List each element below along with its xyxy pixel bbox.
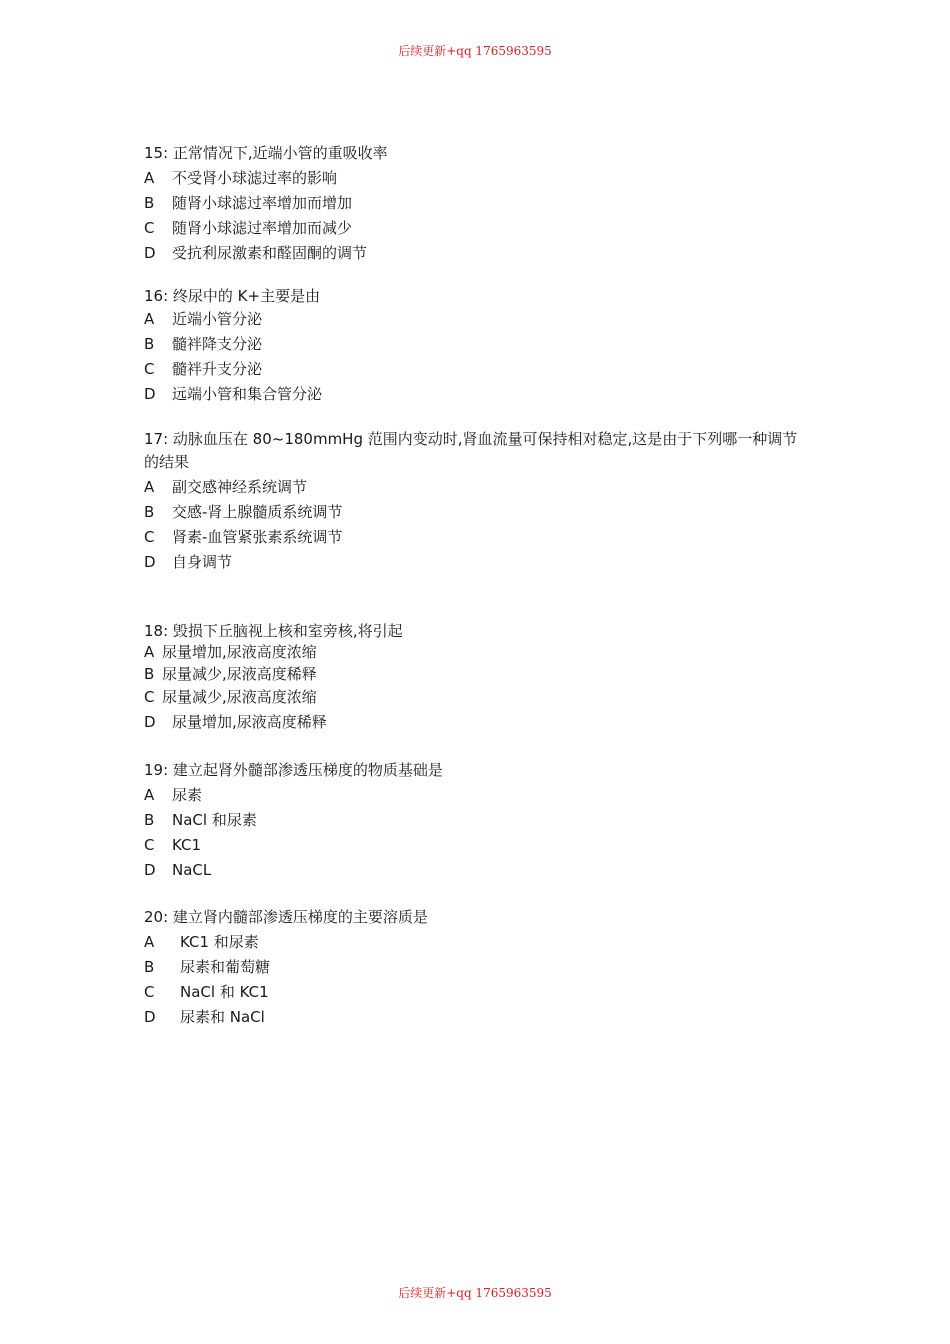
- question-18-option-d: D 尿量增加,尿液高度稀释: [144, 713, 327, 731]
- question-15-option-b: B 随肾小球滤过率增加而增加: [144, 194, 353, 212]
- question-17-stem: 17: 动脉血压在 80~180mmHg 范围内变动时,肾血流量可保持相对稳定,这是由于下列哪一种调节的结果: [144, 430, 798, 471]
- page-header-note: 后续更新+qq 1765963595: [398, 44, 552, 58]
- question-16-option-a: A 近端小管分泌: [144, 310, 263, 328]
- question-16-option-d: D 远端小管和集合管分泌: [144, 385, 323, 403]
- question-18-option-b: B 尿量减少,尿液高度稀释: [144, 665, 317, 683]
- question-20-option-b: B 尿素和葡萄糖: [144, 958, 271, 976]
- question-15-option-c: C 随肾小球滤过率增加而减少: [144, 219, 353, 237]
- question-18-option-c: C 尿量减少,尿液高度浓缩: [144, 688, 317, 706]
- question-20-option-c: C NaCl 和 KC1: [144, 983, 269, 1001]
- question-20-stem: 20: 建立肾内髓部渗透压梯度的主要溶质是: [144, 908, 428, 926]
- question-16-option-c: C 髓袢升支分泌: [144, 360, 263, 378]
- question-19-option-c: C KC1: [144, 836, 202, 854]
- page-footer-note: 后续更新+qq 1765963595: [398, 1286, 552, 1300]
- question-20-option-a: A KC1 和尿素: [144, 933, 259, 951]
- question-19-option-a: A 尿素: [144, 786, 203, 804]
- question-19-stem: 19: 建立起肾外髓部渗透压梯度的物质基础是: [144, 761, 443, 779]
- question-19-option-b: B NaCl 和尿素: [144, 811, 257, 829]
- question-17-option-d: D 自身调节: [144, 553, 233, 571]
- question-20-option-d: D 尿素和 NaCl: [144, 1008, 265, 1026]
- question-17-option-a: A 副交感神经系统调节: [144, 478, 308, 496]
- question-15-stem: 15: 正常情况下,近端小管的重吸收率: [144, 144, 388, 162]
- question-15-option-a: A 不受肾小球滤过率的影响: [144, 169, 338, 187]
- question-15-option-d: D 受抗利尿激素和醛固酮的调节: [144, 244, 368, 262]
- question-17-option-b: B 交感-肾上腺髓质系统调节: [144, 503, 343, 521]
- question-18-stem: 18: 毁损下丘脑视上核和室旁核,将引起: [144, 622, 403, 640]
- question-19-option-d: D NaCL: [144, 861, 212, 879]
- question-16-stem: 16: 终尿中的 K+主要是由: [144, 287, 321, 305]
- question-18-option-a: A 尿量增加,尿液高度浓缩: [144, 643, 317, 661]
- question-16-option-b: B 髓袢降支分泌: [144, 335, 263, 353]
- question-17-option-c: C 肾素-血管紧张素系统调节: [144, 528, 343, 546]
